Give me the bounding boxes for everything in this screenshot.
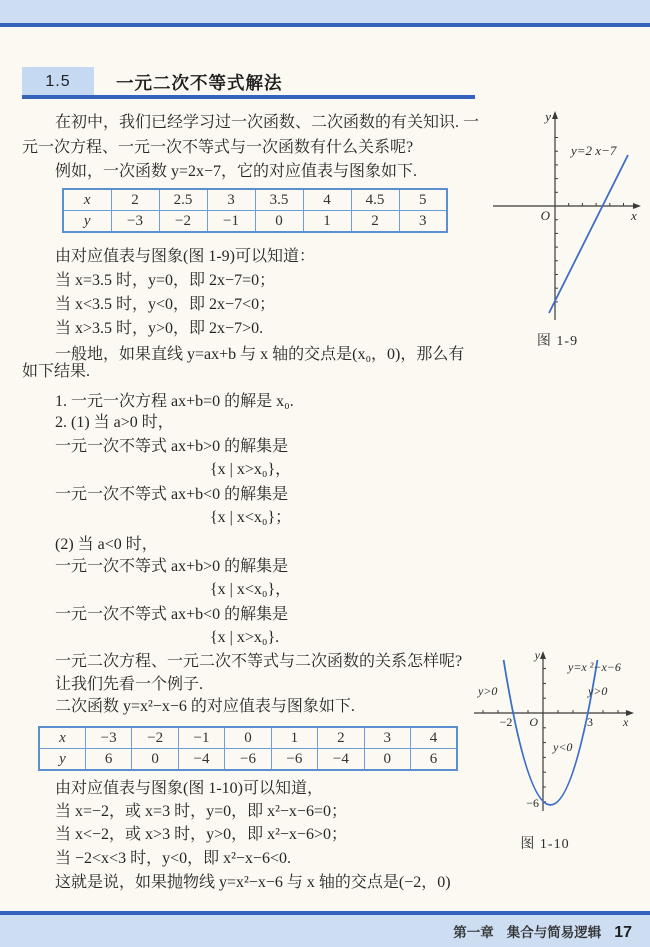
footer-book-title: 集合与简易逻辑 — [506, 925, 602, 940]
top-rule — [0, 23, 650, 27]
table-cell: −2 — [132, 727, 178, 749]
parabola-curve — [504, 660, 598, 805]
y-axis-label: y — [534, 648, 540, 662]
table-cell: 2 — [351, 211, 399, 233]
min-tick-label: −6 — [526, 796, 539, 810]
table-cell: 5 — [399, 189, 447, 211]
table-row — [39, 727, 457, 749]
table-cell: 3.5 — [255, 189, 303, 211]
top-margin-band — [0, 0, 650, 23]
body-line: 当 x=3.5 时，y=0，即 2x−7=0； — [55, 272, 276, 289]
equation-label: y=2 x−7 — [571, 143, 617, 158]
table-cell: 0 — [364, 749, 410, 771]
table-cell: 1 — [303, 211, 351, 233]
table-cell: −6 — [271, 749, 317, 771]
table-cell: 0 — [225, 727, 271, 749]
table-cell: −3 — [111, 211, 159, 233]
x-intercept-left-label: −2 — [499, 715, 513, 729]
table-cell: 3 — [399, 211, 447, 233]
body-line: 元一次方程、一元一次不等式与一次函数有什么关系呢? — [22, 139, 414, 156]
body-line: 当 x<−2，或 x>3 时，y>0，即 x²−x−6>0； — [55, 826, 347, 843]
figure-caption: 图 1-9 — [536, 334, 579, 349]
table-cell: 2.5 — [159, 189, 207, 211]
table-cell: x — [39, 727, 85, 749]
body-line: 由对应值表与图象(图 1-10)可以知道， — [55, 780, 323, 797]
body-line: 1. 一元一次方程 ax+b=0 的解是 x₀. — [55, 393, 294, 410]
table-cell: −1 — [207, 211, 255, 233]
body-line: 当 x>3.5 时，y>0，即 2x−7>0. — [55, 320, 264, 337]
body-line: (2) 当 a<0 时， — [55, 536, 158, 553]
body-line: 当 x<3.5 时，y<0，即 2x−7<0； — [55, 296, 276, 313]
value-table-quadratic — [38, 726, 458, 771]
y-axis-label: y — [545, 109, 551, 124]
table-cell: 6 — [85, 749, 131, 771]
table-cell: −4 — [318, 749, 364, 771]
body-line: 让我们先看一个例子. — [55, 676, 204, 693]
body-line: 一般地，如果直线 y=ax+b 与 x 轴的交点是(x₀，0)，那么有 — [55, 346, 465, 363]
table-cell: 4 — [303, 189, 351, 211]
origin-label: O — [540, 208, 550, 223]
x-intercept-right-label: 3 — [587, 715, 593, 729]
table-cell: 3 — [207, 189, 255, 211]
body-line: 一元二次方程、一元二次不等式与二次函数的关系怎样呢? — [55, 653, 463, 670]
solution-set-formula: {x | x<x₀}； — [210, 509, 292, 526]
section-underline — [22, 95, 475, 99]
footer-chapter: 第一章 — [453, 925, 494, 940]
x-axis-label: x — [631, 208, 637, 223]
body-line: 2. (1) 当 a>0 时， — [55, 414, 174, 431]
solution-set-formula: {x | x>x₀}， — [210, 461, 292, 478]
body-line: 一元一次不等式 ax+b<0 的解集是 — [55, 606, 289, 623]
section-number-box — [22, 67, 94, 97]
footer — [453, 921, 632, 942]
table-cell: −6 — [225, 749, 271, 771]
figure-caption: 图 1-10 — [520, 837, 570, 852]
table-row — [39, 749, 457, 771]
section-number: 1.5 — [45, 73, 71, 90]
solution-set-formula: {x | x<x₀}， — [210, 581, 292, 598]
body-line: 二次函数 y=x²−x−6 的对应值表与图象如下. — [55, 698, 355, 715]
body-line: 一元一次不等式 ax+b>0 的解集是 — [55, 438, 289, 455]
figure-parabola-graph — [470, 645, 650, 825]
table-row — [63, 211, 447, 233]
table-cell: y — [39, 749, 85, 771]
body-line: 例如，一次函数 y=2x−7，它的对应值表与图象如下. — [55, 163, 418, 180]
body-line: 一元一次不等式 ax+b>0 的解集是 — [55, 558, 289, 575]
figure-line-graph — [485, 105, 645, 335]
equation-label: y=x ²−x−6 — [568, 660, 621, 674]
solution-set-formula: {x | x>x₀}. — [210, 629, 280, 646]
table-cell: 0 — [255, 211, 303, 233]
value-table-linear — [62, 188, 448, 233]
region-positive-right-label: y>0 — [588, 684, 608, 698]
body-line: 当 x=−2，或 x=3 时，y=0，即 x²−x−6=0； — [55, 803, 347, 820]
table-cell: 3 — [364, 727, 410, 749]
body-line: 在初中，我们已经学习过一次函数、二次函数的有关知识. 一 — [55, 114, 480, 131]
footer-page-number: 17 — [614, 924, 632, 941]
table-cell: 2 — [318, 727, 364, 749]
section-title: 一元二次不等式解法 — [116, 73, 283, 93]
table-cell: 0 — [132, 749, 178, 771]
table-cell: −2 — [159, 211, 207, 233]
table-cell: 2 — [111, 189, 159, 211]
x-axis-label: x — [623, 715, 629, 729]
region-negative-label: y<0 — [553, 740, 573, 754]
body-line: 这就是说，如果抛物线 y=x²−x−6 与 x 轴的交点是(−2，0) — [55, 874, 451, 891]
table-cell: −1 — [178, 727, 224, 749]
table-cell: y — [63, 211, 111, 233]
body-line: 如下结果. — [22, 363, 91, 380]
line-y-2x-7 — [549, 155, 628, 313]
table-cell: 4 — [411, 727, 458, 749]
table-cell: x — [63, 189, 111, 211]
origin-label: O — [529, 715, 538, 729]
table-cell: −3 — [85, 727, 131, 749]
y-axis-arrow-icon — [540, 651, 546, 659]
table-cell: 1 — [271, 727, 317, 749]
body-line: 当 −2<x<3 时，y<0，即 x²−x−6<0. — [55, 850, 291, 867]
table-cell: −4 — [178, 749, 224, 771]
table-cell: 4.5 — [351, 189, 399, 211]
body-line: 由对应值表与图象(图 1-9)可以知道： — [55, 248, 315, 265]
table-row — [63, 189, 447, 211]
table-cell: 6 — [411, 749, 458, 771]
y-axis-arrow-icon — [552, 111, 558, 119]
region-positive-left-label: y>0 — [478, 684, 498, 698]
body-line: 一元一次不等式 ax+b<0 的解集是 — [55, 486, 289, 503]
